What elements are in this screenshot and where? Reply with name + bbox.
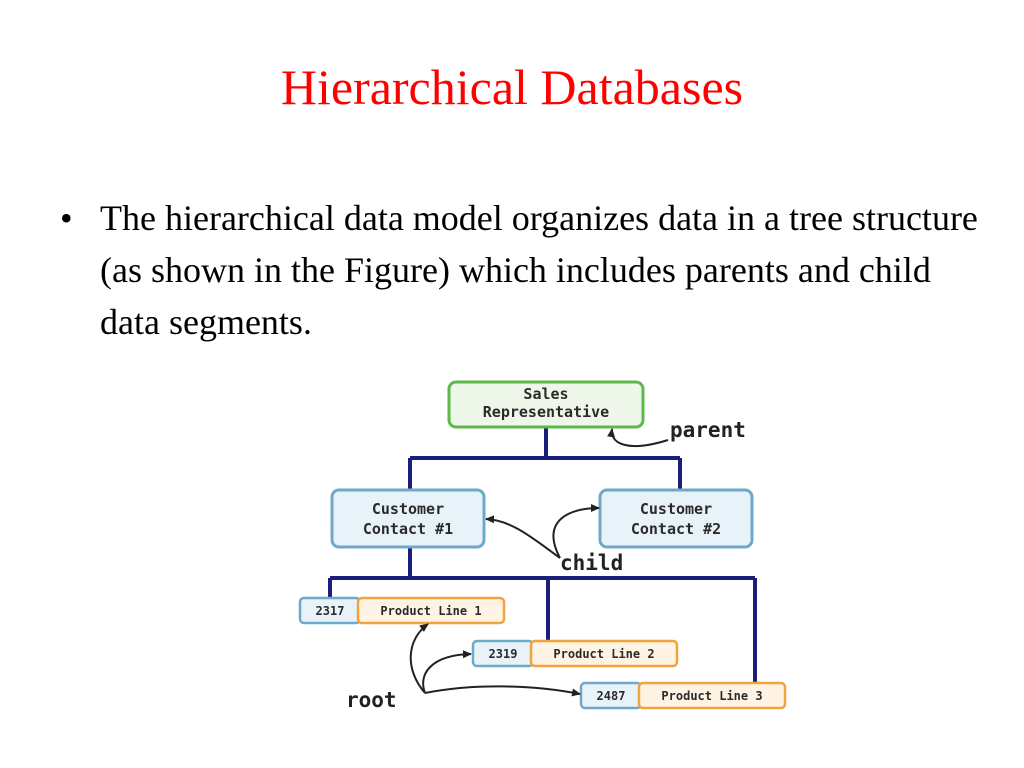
node-product-line-2 [473,641,677,666]
node-label: Contact #2 [630,520,722,538]
slide-title: Hierarchical Databases [280,59,744,115]
arrow-parent [612,429,668,446]
node-sales-representative [449,382,643,427]
node-customer-contact-1 [332,490,484,547]
product-id: 2487 [596,689,626,703]
node-customer-contact-2 [600,490,752,547]
label-child: child [560,551,624,575]
arrow-root-3 [425,686,580,694]
bullet-marker: • [60,198,73,238]
node-product-line-1 [300,598,504,623]
product-name: Product Line 2 [553,647,655,661]
product-id: 2319 [488,647,518,661]
label-root: root [346,688,397,712]
node-label: Sales [523,385,569,403]
node-product-line-3 [581,683,785,708]
arrow-child-1 [486,519,560,558]
bullet-text: The hierarchical data model organizes data in a tree structure (as shown in the Figure) which includes parents and child data segments. [100,198,978,342]
product-id: 2317 [315,604,345,618]
node-label: Customer [371,500,445,518]
label-parent: parent [670,418,746,442]
node-label: Customer [639,500,713,518]
node-label: Representative [482,403,610,421]
node-label: Contact #1 [362,520,454,538]
product-name: Product Line 3 [661,689,763,703]
arrow-root-1 [411,624,428,693]
product-name: Product Line 1 [380,604,482,618]
